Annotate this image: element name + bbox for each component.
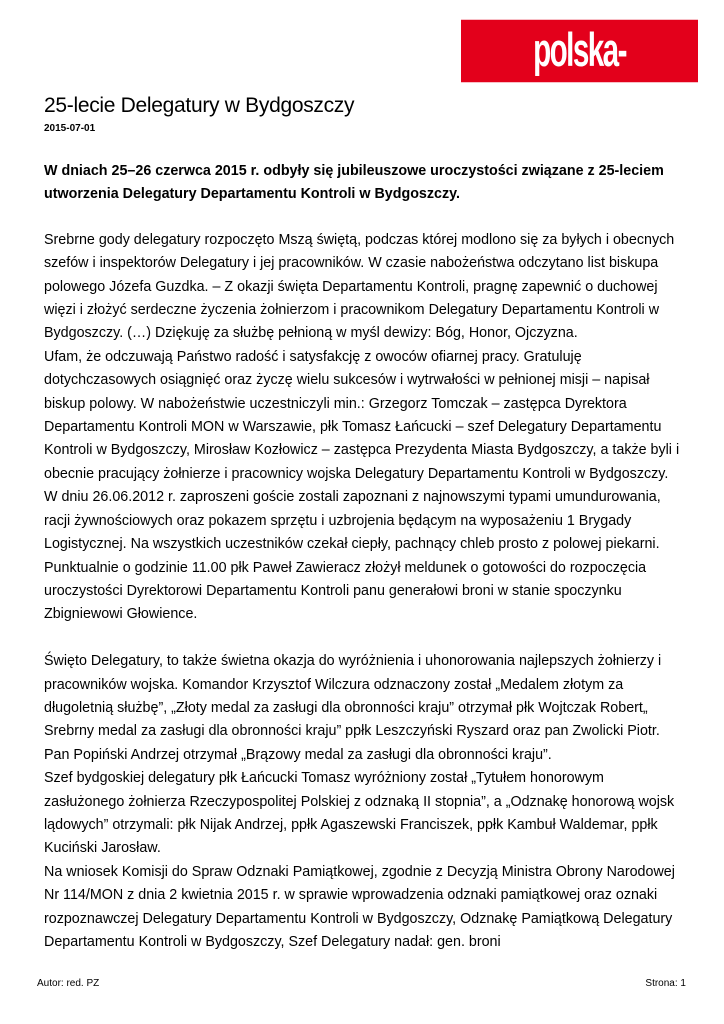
article-paragraph: Szef bydgoskiej delegatury płk Łańcucki Tomasz wyróżniony został „Tytułem honorowym zasłużonego żołnierza Rzeczypospolitej Polskiej z odznaką II stopnia”, a „Odznakę honorową wojsk lądowych” otrzymali: płk Nijak Andrzej, ppłk Agaszewski Franciszek, ppłk Kambuł Waldemar, ppłk Kuciński Jarosław. — [44, 770, 675, 857]
article-title: 25-lecie Delegatury w Bydgoszczy — [44, 94, 355, 117]
article-lead: W dniach 25–26 czerwca 2015 r. odbyły się jubileuszowe uroczystości związane z 25-leciem utworzenia Delegatury Departamentu Kontroli w Bydgoszczy. — [44, 163, 664, 203]
article-paragraph: Święto Delegatury, to także świetna okazja do wyróżnienia i uhonorowania najlepszych żołnierzy i pracowników wojska. Komandor Krzysztof Wilczura odznaczony został „Medalem złotym za długoletnią służbę”, „Złoty medal za zasługi dla obronności kraju” otrzymał płk Wojtczak Robert„ Srebrny medal za zasługi dla obronności kraju” ppłk Leszczyński Ryszard oraz pan Zwolicki Piotr. Pan Popiński Andrzej otrzymał „Brązowy medal za zasługi dla obronności kraju”. — [44, 653, 662, 763]
article-paragraph: Na wniosek Komisji do Spraw Odznaki Pamiątkowej, zgodnie z Decyzją Ministra Obrony Narodowej Nr 114/MON z dnia 2 kwietnia 2015 r. w sprawie wprowadzenia odznaki pamiątkowej oraz oznaki rozpoznawczej Delegatury Departamentu Kontroli w Bydgoszczy, Odznakę Pamiątkową Delegatury Departamentu Kontroli w Bydgoszczy, Szef Delegatury nadał: gen. broni — [44, 863, 675, 950]
footer-author: Autor: red. PZ — [37, 978, 100, 989]
paragraph-spacer — [44, 627, 684, 650]
article-paragraph: Srebrne gody delegatury rozpoczęto Mszą świętą, podczas której modlono się za byłych i obecnych szefów i inspektorów Delegatury i jej pracowników. W czasie nabożeństwa odczytano list biskupa polowego Józefa Guzdka. – Z okazji święta Departamentu Kontroli, pragnę zapewnić o duchowej więzi i złożyć serdeczne życzenia żołnierzom i pracownikom Delegatury Departamentu Kontroli w Bydgoszczy. (…) Dziękuję za służbę pełnioną w myśl dewizy: Bóg, Honor, Ojczyzna. — [44, 231, 675, 342]
site-logo-text: polska-zbrojna.pl — [517, 24, 642, 140]
article-body — [44, 160, 684, 954]
article-paragraph: W dniu 26.06.2012 r. zaproszeni goście zostali zapoznani z najnowszymi typami umundurowania, racji żywnościowych oraz pokazem sprzętu i uzbrojenia będącym na wyposażeniu 1 Brygady Logistycznej. Na wszystkich uczestników czekał ciepły, pachnący chleb prosto z polowej piekarni. Punktualnie o godzinie 11.00 płk Paweł Zawieracz złożył meldunek o gotowości do rozpoczęcia uroczystości Dyrektorowi Departamentu Kontroli panu generałowi broni w stanie spoczynku Zbigniewowi Głowience. — [44, 489, 661, 623]
footer-page-number: Strona: 1 — [645, 978, 686, 989]
article-paragraph: Ufam, że odczuwają Państwo radość i satysfakcję z owoców ofiarnej pracy. Gratuluję dotychczasowych osiągnięć oraz życzę wielu sukcesów i wytrwałości w pełnionej misji – napisał biskup polowy. W nabożeństwie uczestniczyli min.: Grzegorz Tomczak – zastępca Dyrektora Departamentu Kontroli MON w Warszawie, płk Tomasz Łańcucki – szef Delegatury Departamentu Kontroli w Bydgoszczy, Mirosław Kozłowicz – zastępca Prezydenta Miasta Bydgoszczy, a także byli i obecnie pracujący żołnierze i pracownicy wojska Delegatury Departamentu Kontroli w Bydgoszczy. — [44, 348, 680, 482]
site-logo[interactable] — [461, 20, 698, 140]
article-date: 2015-07-01 — [44, 123, 96, 134]
